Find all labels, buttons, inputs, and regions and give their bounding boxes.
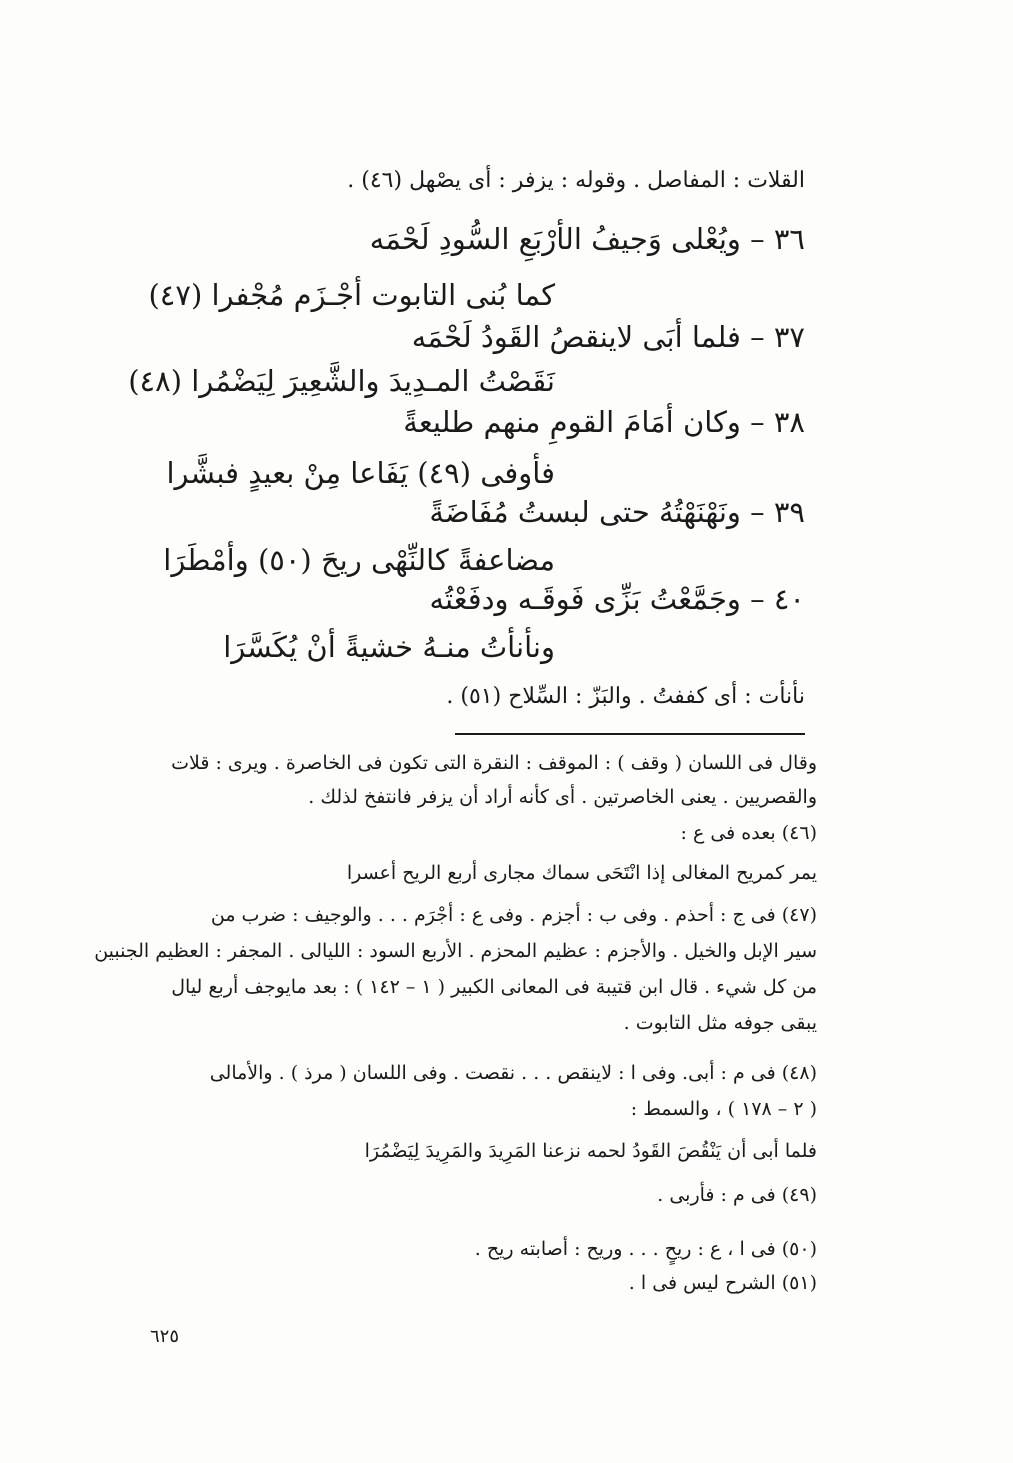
footnote-50: (٥٠) فى ا ، ع : ريحٍ . . . وريح : أصابته ريح .	[474, 1238, 817, 1260]
footnote-line: ( ٢ – ١٧٨ ) ، والسمط :	[630, 1098, 817, 1120]
footnote-line: يبقى جوفه مثل التابوت .	[623, 1012, 817, 1034]
verse-38-second-hemistich: فأوفى (٤٩) يَفَاعا مِنْ بعيدٍ فبشَّرا	[166, 456, 555, 490]
intro-line: القلات : المفاصل . وقوله : يزفر : أى يصْهل (٤٦) .	[347, 168, 805, 193]
verse-39-first-hemistich: ٣٩ – ونَهْنَهْتُهُ حتى لبستُ مُفَاضَةً	[429, 495, 805, 529]
verse-37-first-hemistich: ٣٧ – فلما أبَى لاينقصُ القَودُ لَحْمَه	[411, 320, 805, 354]
footnote-46-label: (٤٦) بعده فى ع :	[680, 822, 817, 844]
gloss-line: نأنأت : أى كففتُ . والبَزّ : السِّلاح (٥١) .	[446, 684, 805, 709]
footnote-47: (٤٧) فى ج : أحذم . وفى ب : أجزم . وفى ع : أجْرَم . . . والوجيف : ضرب من	[210, 904, 817, 926]
verse-40-first-hemistich: ٤٠ – وجَمَّعْتُ بَزِّى فَوقَـه ودفَعْتُه	[429, 582, 805, 616]
footnote-49: (٤٩) فى م : فأربى .	[657, 1184, 817, 1206]
footnote-46-verse: يمر كمريح المغالى إذا انْتَحَى سماك مجارى أربع الريح أعسرا	[346, 862, 817, 884]
verse-38-first-hemistich: ٣٨ – وكان أمَامَ القومِ منهم طليعةً	[403, 405, 805, 439]
footnote-line: وقال فى اللسان ( وقف ) : الموقف : النقرة التى تكون فى الخاصرة . ويرى : قلات	[171, 752, 817, 774]
footnote-line: والقصريين . يعنى الخاصرتين . أى كأنه أراد أن يزفر فانتفخ لذلك .	[308, 786, 817, 808]
page-number: ٦٢٥	[150, 1326, 180, 1347]
footnote-48: (٤٨) فى م : أبى. وفى ا : لاينقص . . . نقصت . وفى اللسان ( مرذ ) . والأمالى	[209, 1062, 817, 1084]
footnote-divider	[455, 733, 805, 735]
footnote-line: سير الإبل والخيل . والأجزم : عظيم المحزم . الأربع السود : الليالى . المجفر : العظيم الجنبين	[94, 940, 817, 962]
verse-39-second-hemistich: مضاعفةً كالنِّهْى ريحَ (٥٠) وأمْطَرَا	[163, 543, 555, 577]
footnote-48-verse: فلما أبى أن يَنْقُصَ القَودُ لحمه نزعنا المَرِيدَ والمَرِيدَ لِيَضْمُرَا	[364, 1140, 817, 1162]
verse-36-second-hemistich: كما بُنى التابوت أجْـزَم مُجْفرا (٤٧)	[148, 278, 555, 312]
verse-40-second-hemistich: ونأنأتُ منـهُ خشيةً أنْ يُكَسَّرَا	[223, 630, 555, 664]
footnote-line: من كل شيء . قال ابن قتيبة فى المعانى الكبير ( ١ – ١٤٢ ) : بعد مايوجف أربع ليال	[171, 976, 817, 998]
footnote-51: (٥١) الشرح ليس فى ا .	[628, 1272, 817, 1294]
verse-36-first-hemistich: ٣٦ – ويُعْلى وَجيفُ الأرْبَعِ السُّودِ لَحْمَه	[369, 222, 805, 256]
verse-37-second-hemistich: نَقَصْتُ المـدِيدَ والشَّعِيرَ لِيَضْمُرا (٤٨)	[128, 364, 555, 398]
